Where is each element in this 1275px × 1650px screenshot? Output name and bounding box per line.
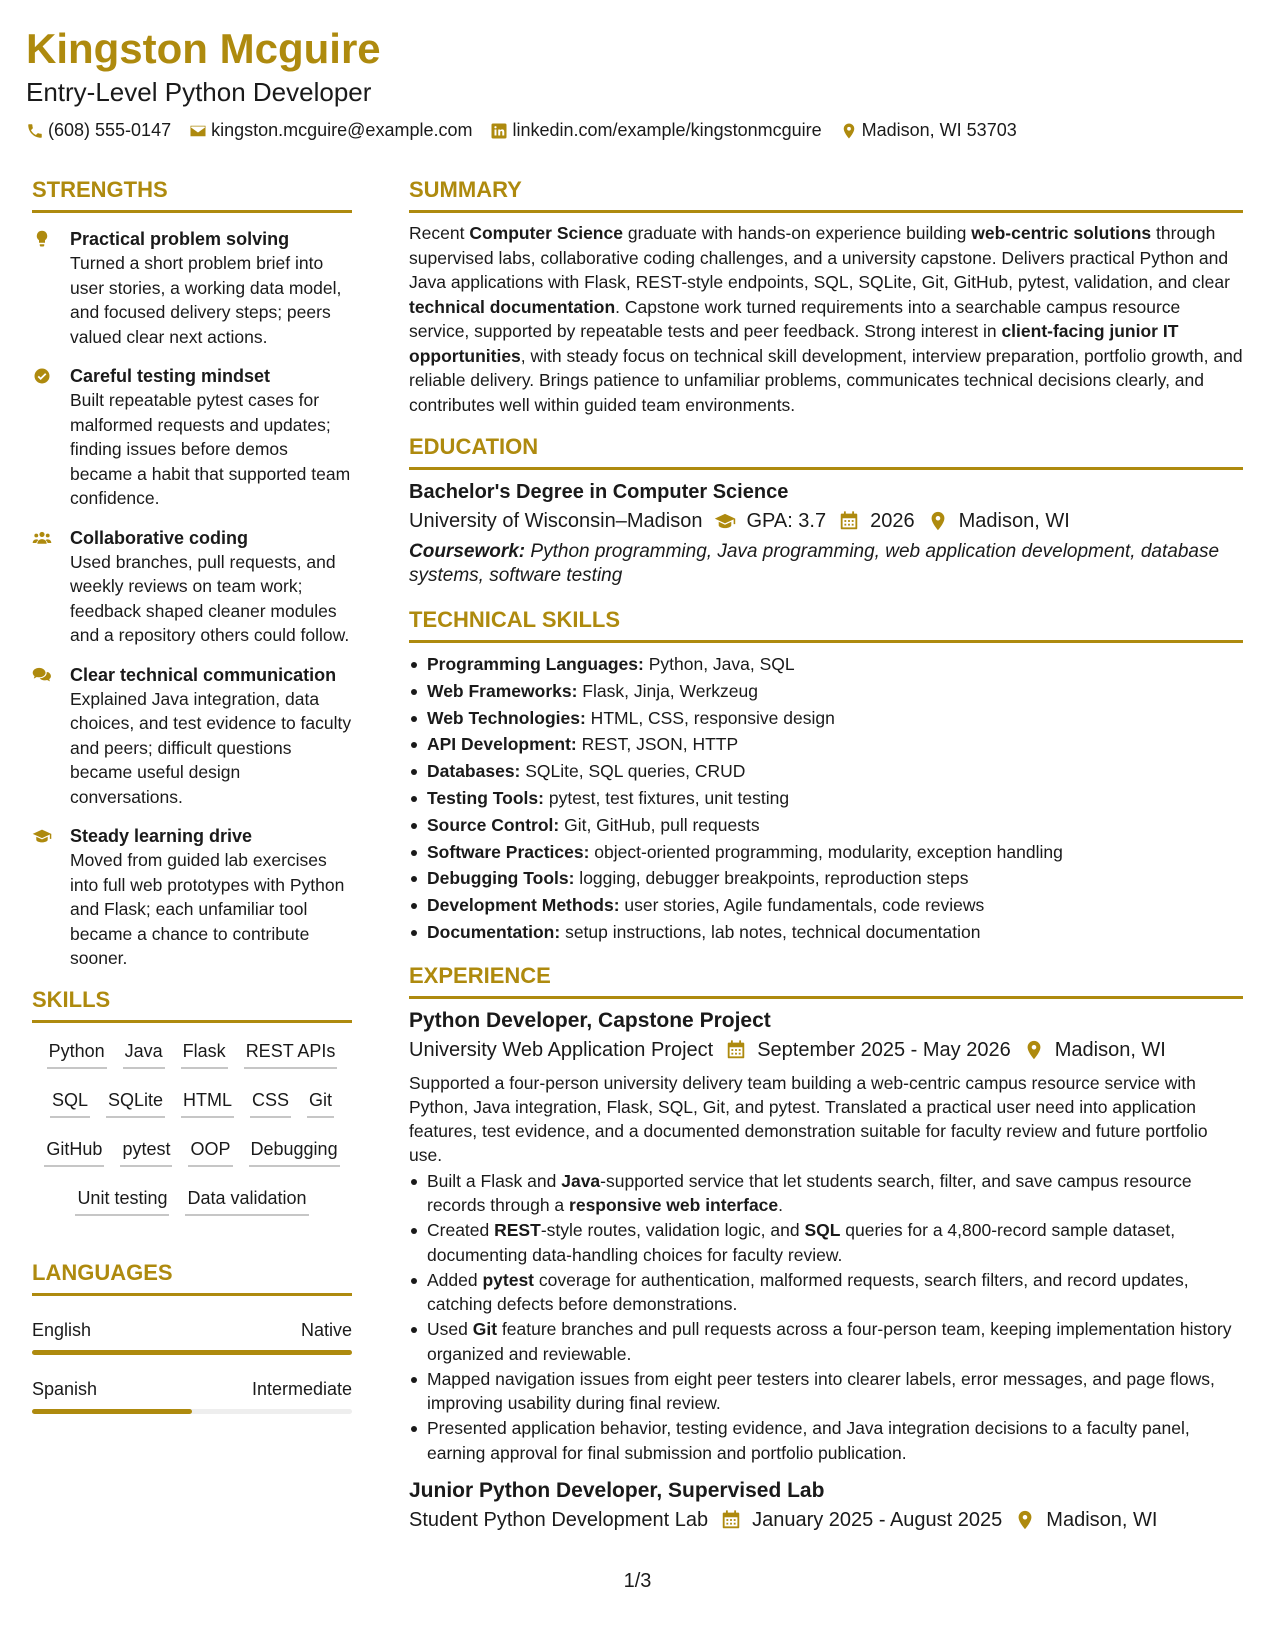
strength-desc: Explained Java integration, data choices, and test evidence to faculty and peers; difficult questions became useful design conversations. <box>70 688 352 807</box>
contact-text: (608) 555-0147 <box>48 120 172 140</box>
skill-chip: SQLite <box>106 1086 165 1118</box>
gpa: GPA: 3.7 <box>746 510 827 532</box>
contact-linkedin[interactable] <box>490 120 821 141</box>
list-item <box>409 919 1243 946</box>
job-title: Python Developer, Capstone Project <box>409 1008 771 1032</box>
summary-segment: graduate with hands-on experience building <box>622 223 972 243</box>
job-org: University Web Application Project <box>409 1038 714 1061</box>
summary-section <box>409 176 1243 417</box>
map-pin-icon <box>1014 1509 1036 1531</box>
summary-segment: through supervised labs, collaborative coding challenges, and a university capstone. Delivers practical Python and Java applications with Flask, REST-style endpoints, SQL, SQLite, Git, GitHub, pytest, validation, and clear <box>409 223 1230 292</box>
language-name: English <box>32 1319 92 1340</box>
list-item <box>409 731 1243 758</box>
map-pin-icon <box>1023 1039 1045 1061</box>
language-item <box>32 1377 352 1414</box>
skill-chips <box>32 1037 352 1233</box>
coursework-label: Coursework: <box>409 541 526 562</box>
language-name: Spanish <box>32 1378 98 1399</box>
strength-title: Clear technical communication <box>70 664 337 685</box>
graduation-cap-icon <box>32 824 70 971</box>
skill-chip: Data validation <box>185 1184 308 1216</box>
strength-title: Steady learning drive <box>70 826 253 846</box>
skill-label: Documentation: <box>427 921 561 942</box>
skill-label: Databases: <box>427 761 521 782</box>
section-title: TECHNICAL SKILLS <box>409 606 1243 643</box>
degree-title: Bachelor's Degree in Computer Science <box>409 481 789 503</box>
envelope-icon <box>189 122 207 140</box>
contact-email[interactable] <box>189 120 472 141</box>
strength-title: Collaborative coding <box>70 527 249 548</box>
contact-text: linkedin.com/example/kingstonmcguire <box>512 120 822 140</box>
list-item <box>409 892 1243 919</box>
education-meta <box>409 506 1243 536</box>
summary-text <box>409 221 1243 417</box>
strength-desc: Moved from guided lab exercises into full web prototypes with Python and Flask; each unfamiliar tool became a chance to contribute sooner. <box>70 850 345 968</box>
skill-label: Development Methods: <box>427 895 620 916</box>
list-item <box>409 865 1243 892</box>
skill-label: Programming Languages: <box>427 654 644 674</box>
experience-section <box>409 962 1243 1536</box>
list-item <box>409 678 1243 705</box>
skill-label: Web Technologies: <box>427 707 586 728</box>
users-icon <box>32 526 70 648</box>
skill-value: REST, JSON, HTTP <box>576 734 739 755</box>
strength-title: Careful testing mindset <box>70 366 271 386</box>
skill-chip: REST APIs <box>244 1037 338 1069</box>
skill-chip: pytest <box>120 1135 172 1167</box>
language-level: Native <box>300 1319 352 1340</box>
skill-value: pytest, test fixtures, unit testing <box>543 787 790 808</box>
language-bar <box>32 1409 352 1414</box>
strength-desc: Turned a short problem brief into user stories, a working data model, and focused delivery steps; peers valued clear next actions. <box>70 253 342 347</box>
contact-text: kingston.mcguire@example.com <box>211 120 473 140</box>
job-bullets <box>409 1169 1243 1466</box>
strength-item <box>32 364 352 511</box>
skill-value: logging, debugger breakpoints, reproduction steps <box>574 868 969 889</box>
resume-header <box>26 24 1246 141</box>
education-section <box>409 433 1243 588</box>
contact-text: Madison, WI 53703 <box>861 120 1017 140</box>
skill-chip: Git <box>307 1086 334 1118</box>
skill-chip: OOP <box>188 1135 232 1167</box>
summary-segment: Recent <box>409 223 470 243</box>
list-item <box>409 839 1243 866</box>
strengths-list <box>32 227 352 971</box>
list-item: Created REST-style routes, validation logic, and SQL queries for a 4,800-record sample dataset, documenting data-handling choices for faculty review. <box>409 1218 1243 1267</box>
section-title: SKILLS <box>32 986 352 1023</box>
strengths-section <box>32 176 352 971</box>
map-pin-icon <box>927 510 949 532</box>
summary-highlight: Computer Science <box>469 223 623 243</box>
skill-value: setup instructions, lab notes, technical documentation <box>560 921 981 942</box>
graduation-year: 2026 <box>870 510 915 532</box>
comments-icon <box>32 663 70 810</box>
language-bar-fill <box>32 1409 192 1414</box>
summary-highlight: client-facing junior IT opportunities <box>409 321 1179 366</box>
contact-bar <box>26 120 1246 141</box>
section-title: EDUCATION <box>409 433 1243 470</box>
job-title: Junior Python Developer, Supervised Lab <box>409 1479 825 1503</box>
job-dates: September 2025 - May 2026 <box>757 1038 1011 1061</box>
check-circle-icon <box>32 364 70 511</box>
skill-label: Source Control: <box>427 814 560 835</box>
language-level: Intermediate <box>251 1378 352 1399</box>
skill-label: Web Frameworks: <box>427 680 578 701</box>
list-item: Used Git feature branches and pull requests across a four-person team, keeping implementation history organized and reviewable. <box>409 1317 1243 1366</box>
skill-label: Software Practices: <box>427 841 590 862</box>
skill-chip: HTML <box>181 1086 234 1118</box>
coursework-list: Python programming, Java programming, web application development, database systems, software testing <box>409 541 1220 586</box>
skills-section <box>32 986 352 1233</box>
contact-phone <box>26 120 171 141</box>
list-item <box>409 812 1243 839</box>
skill-value: Git, GitHub, pull requests <box>559 814 760 835</box>
technical-skills-list <box>409 651 1243 946</box>
linkedin-icon <box>490 122 508 140</box>
skill-chip: SQL <box>50 1086 90 1118</box>
right-column <box>409 176 1243 1535</box>
strength-item <box>32 227 352 349</box>
section-title: SUMMARY <box>409 176 1243 213</box>
strength-title: Practical problem solving <box>70 229 290 249</box>
skill-label: API Development: <box>427 734 577 755</box>
list-item: Mapped navigation issues from eight peer testers into clearer labels, error messages, and page flows, improving usability during final review. <box>409 1367 1243 1416</box>
skill-value: object-oriented programming, modularity, exception handling <box>589 841 1063 862</box>
list-item: Presented application behavior, testing evidence, and Java integration decisions to a faculty panel, earning approval for final submission and portfolio publication. <box>409 1416 1243 1465</box>
map-pin-icon <box>840 122 858 140</box>
skill-chip: Flask <box>181 1037 228 1069</box>
skill-value: SQLite, SQL queries, CRUD <box>520 761 746 782</box>
candidate-name: Kingston Mcguire <box>26 25 381 72</box>
list-item <box>409 758 1243 785</box>
job-location: Madison, WI <box>1046 1509 1158 1532</box>
skill-chip: Debugging <box>249 1135 340 1167</box>
job-meta <box>409 1505 1243 1535</box>
skill-chip: Unit testing <box>75 1184 169 1216</box>
list-item <box>409 705 1243 732</box>
section-title: STRENGTHS <box>32 176 352 213</box>
skill-value: Flask, Jinja, Werkzeug <box>577 680 758 701</box>
list-item: Built a Flask and Java-supported service that let students search, filter, and save campus resource records through a responsive web interface. <box>409 1169 1243 1218</box>
school-location: Madison, WI <box>958 510 1070 532</box>
summary-segment: , with steady focus on technical skill development, interview preparation, portfolio growth, and reliable delivery. Brings patience to unfamiliar problems, communicates technical decisions clearly, and contributes well within guided team environments. <box>409 345 1243 415</box>
language-bar <box>32 1350 352 1355</box>
calendar-icon <box>838 510 860 532</box>
list-item <box>409 785 1243 812</box>
phone-icon <box>26 122 44 140</box>
languages-section <box>32 1259 352 1414</box>
skill-chip: Java <box>123 1037 165 1069</box>
skill-label: Debugging Tools: <box>427 868 575 889</box>
job-description: Supported a four-person university delivery team building a web-centric campus resource service with Python, Java integration, Flask, SQL, Git, and pytest. Translated a practical user need into application features, test evidence, and a documented demonstration suitable for faculty review and future portfolio use. <box>409 1072 1208 1165</box>
skill-value: Python, Java, SQL <box>643 654 795 674</box>
skill-value: HTML, CSS, responsive design <box>585 707 835 728</box>
strength-item <box>32 526 352 648</box>
skill-chip: GitHub <box>44 1135 104 1167</box>
language-bar-fill <box>32 1350 352 1355</box>
page-number: 1/3 <box>623 1570 652 1592</box>
strength-desc: Used branches, pull requests, and weekly reviews on team work; feedback shaped cleaner modules and a repository others could follow. <box>70 551 350 645</box>
contact-location <box>840 120 1017 141</box>
left-column <box>32 176 352 1414</box>
job-org: Student Python Development Lab <box>409 1509 709 1532</box>
job-entry <box>409 1007 1243 1466</box>
section-title: EXPERIENCE <box>409 962 1243 999</box>
calendar-icon <box>725 1039 747 1061</box>
language-item <box>32 1318 352 1355</box>
summary-segment: . Capstone work turned requirements into a searchable campus resource service, supported by repeatable tests and peer feedback. Strong interest in <box>409 296 1181 341</box>
strength-item <box>32 663 352 810</box>
summary-highlight: web-centric solutions <box>971 223 1152 243</box>
list-item: Added pytest coverage for authentication, malformed requests, search filters, and record updates, catching defects before demonstrations. <box>409 1268 1243 1317</box>
job-location: Madison, WI <box>1054 1038 1166 1061</box>
skill-chip: Python <box>47 1037 107 1069</box>
skill-value: user stories, Agile fundamentals, code reviews <box>619 895 985 916</box>
job-dates: January 2025 - August 2025 <box>752 1509 1003 1532</box>
lightbulb-icon <box>32 227 70 349</box>
strength-item <box>32 824 352 971</box>
coursework <box>409 540 1243 588</box>
section-title: LANGUAGES <box>32 1259 352 1296</box>
calendar-icon <box>720 1509 742 1531</box>
skill-chip: CSS <box>250 1086 291 1118</box>
skill-label: Testing Tools: <box>427 787 544 808</box>
graduation-cap-icon <box>714 510 736 532</box>
school-name: University of Wisconsin–Madison <box>409 510 703 532</box>
job-entry <box>409 1477 1243 1535</box>
summary-highlight: technical documentation <box>409 296 616 317</box>
strength-desc: Built repeatable pytest cases for malformed requests and updates; finding issues before demos became a habit that supported team confidence. <box>70 390 351 508</box>
list-item <box>409 651 1243 678</box>
technical-skills-section <box>409 606 1243 946</box>
job-meta <box>409 1035 1243 1065</box>
candidate-role: Entry-Level Python Developer <box>26 77 372 107</box>
